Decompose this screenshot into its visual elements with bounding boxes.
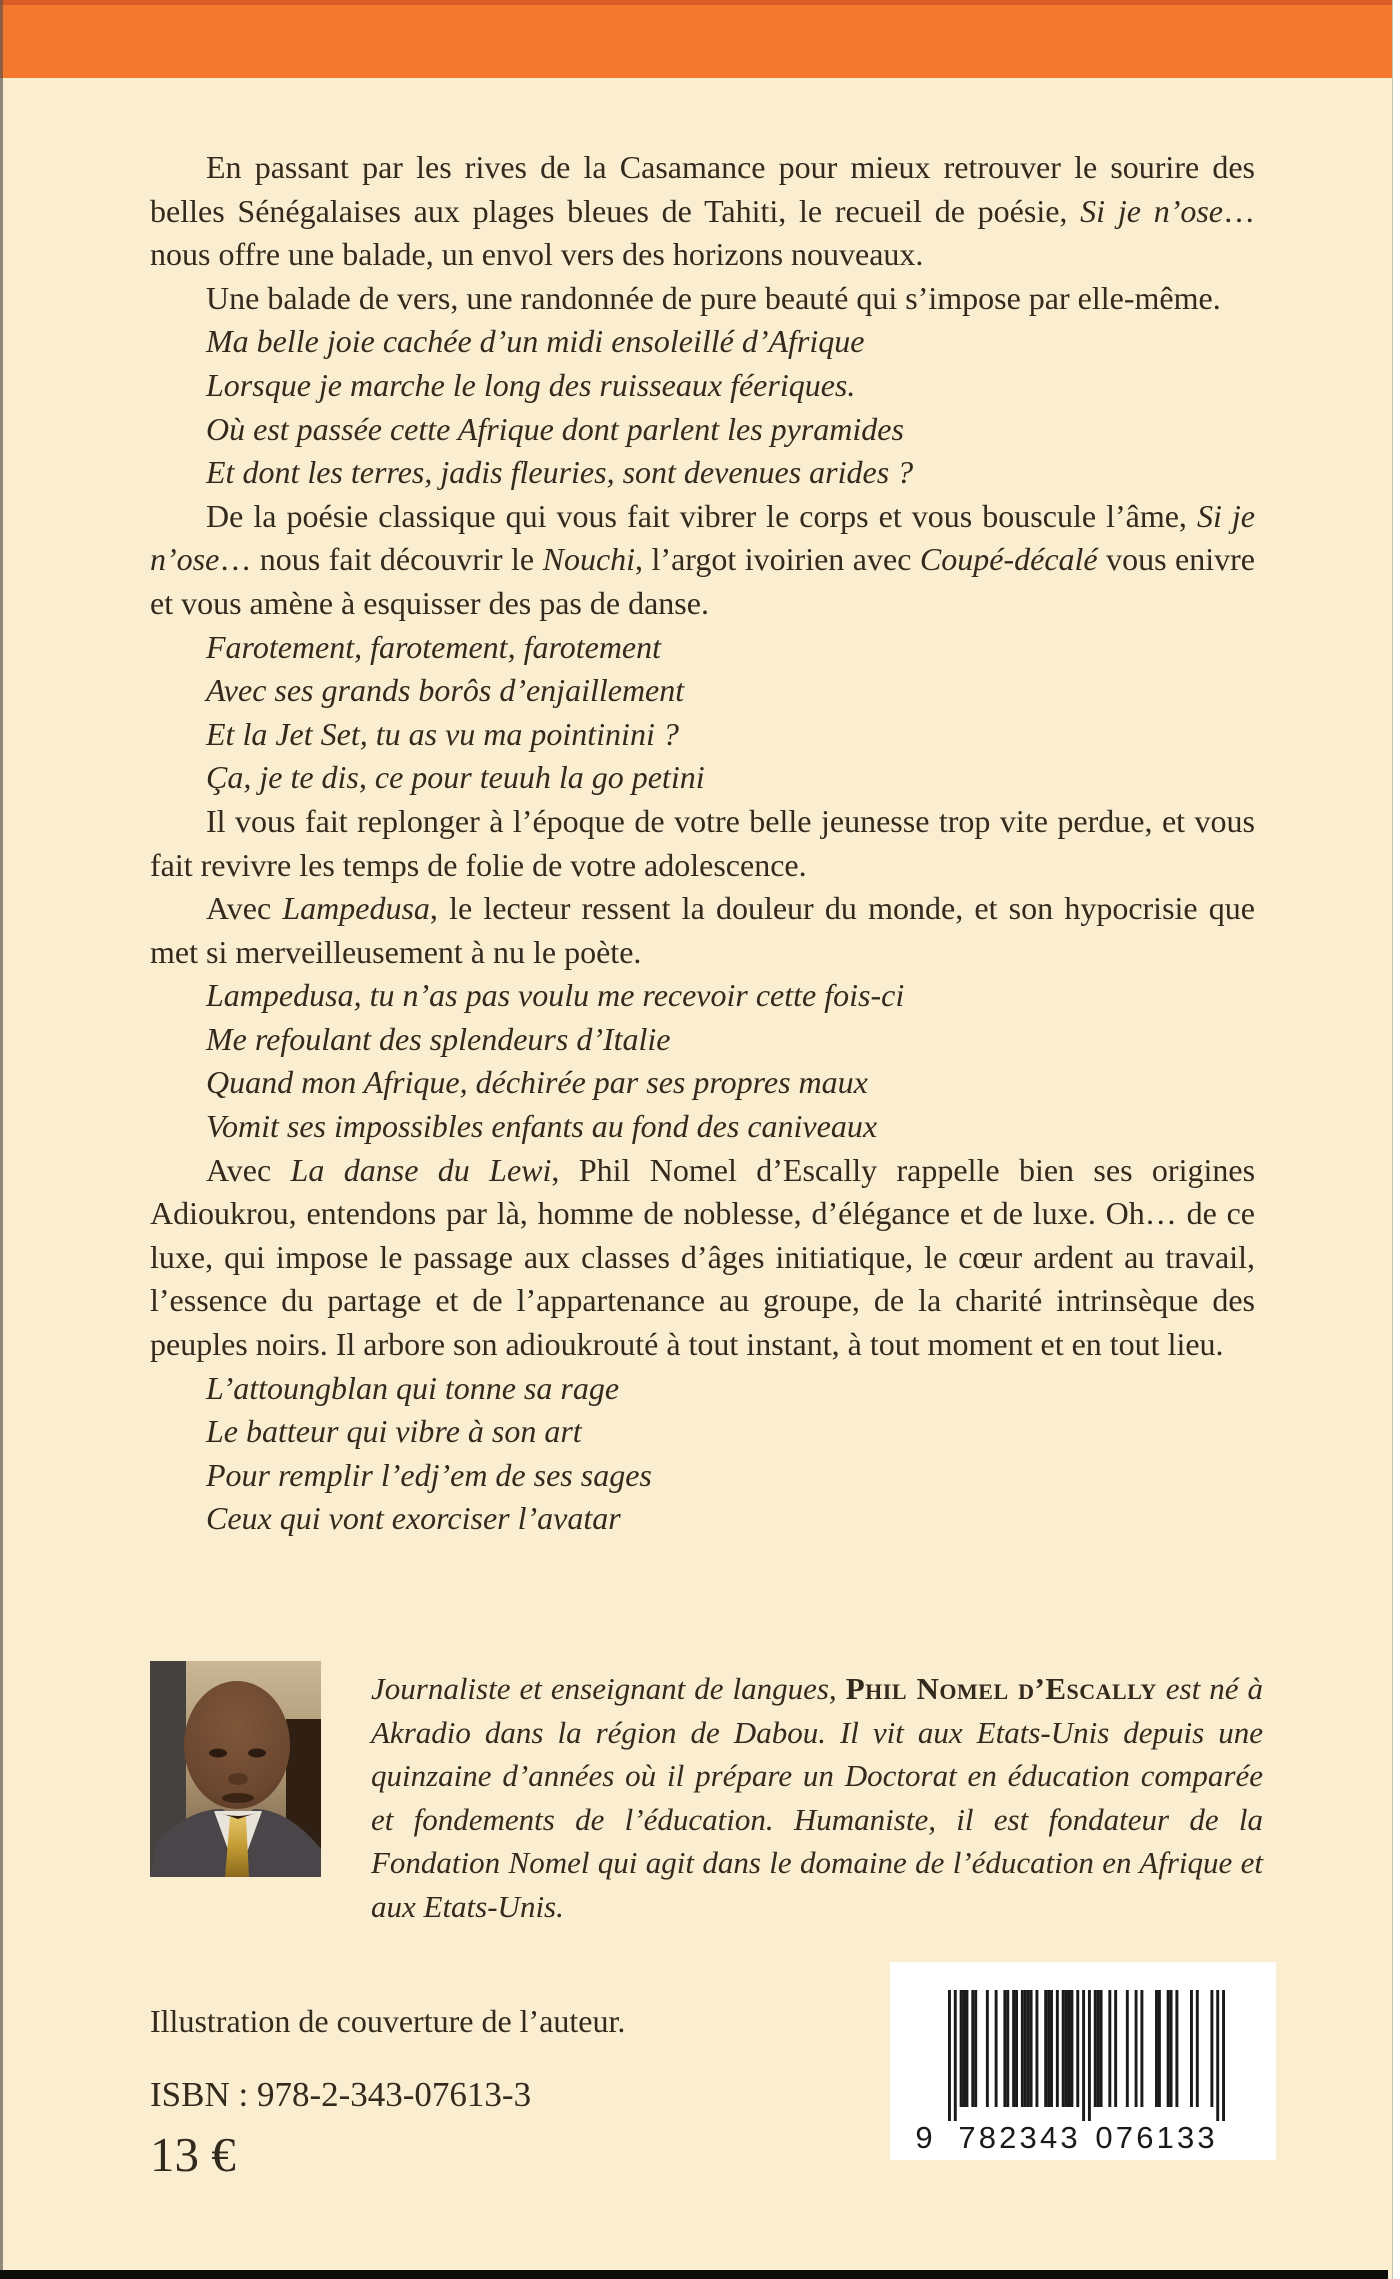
top-orange-band <box>0 0 1400 78</box>
barcode-bar <box>1094 1990 1097 2107</box>
paragraph <box>150 277 1255 321</box>
italic-run: Coupé-décalé <box>919 541 1098 578</box>
barcode-bar <box>960 1990 963 2107</box>
text-run: De la poésie classique qui vous fait vibrer le corps et vous bouscule l’âme, <box>206 497 1197 534</box>
barcode-bar <box>1140 1990 1143 2107</box>
barcode-bar <box>1100 1990 1103 2107</box>
barcode-bar <box>1158 1990 1161 2107</box>
barcode-digit: 7 <box>1115 2120 1134 2155</box>
italic-run: Si je n’ose <box>150 497 1256 578</box>
author-bio <box>371 1667 1263 1928</box>
paragraph <box>150 887 1255 974</box>
verse-line: Me refoulant des splendeurs d’Italie <box>206 1020 671 1057</box>
barcode-bar <box>1082 1990 1085 2121</box>
verse-line: Pour remplir l’edj’em de ses sages <box>206 1456 652 1493</box>
barcode-bar <box>1190 1990 1193 2107</box>
text-run: Avec <box>206 890 283 927</box>
barcode-bar <box>1076 1990 1079 2107</box>
barcode-bar <box>971 1990 974 2107</box>
price-label: 13 € <box>150 2127 236 2182</box>
barcode-panel <box>890 1962 1276 2160</box>
ean13-barcode <box>890 1962 1276 2160</box>
scan-edge-right <box>1392 0 1400 2279</box>
text-run: , Phil Nomel d’Escally rappelle bien ses origines Adioukrou, entendons par là, homme de noblesse, d’élégance et de luxe. Oh… de ce luxe, qui impose le passage aux classes d’âges initiatique, le cœur ardent au travail, l’essence du partage et de l’appartenance au groupe, de la charité intrinsèque des peuples noirs. Il arbore son adioukrouté à tout instant, à tout moment et en tout lieu. <box>150 1151 1256 1363</box>
text-run: Il vous fait replonger à l’époque de votre belle jeunesse trop vite perdue, et vous fait revivre les temps de folie de votre adolescence. <box>150 802 1255 883</box>
barcode-bar <box>1210 1990 1213 2107</box>
verse-line: Quand mon Afrique, déchirée par ses propres maux <box>206 1064 868 1101</box>
italic-run: Nouchi <box>542 541 636 578</box>
text-run: Une balade de vers, une randonnée de pure beauté qui s’impose par elle-même. <box>206 279 1221 316</box>
verse-line: Et dont les terres, jadis fleuries, sont devenues arides ? <box>206 454 914 491</box>
barcode-digit: 3 <box>1060 2120 1078 2155</box>
barcode-bar <box>995 1990 998 2107</box>
barcode-digit: 3 <box>1177 2120 1195 2155</box>
barcode-bar <box>974 1990 977 2107</box>
barcode-bar <box>1196 1990 1199 2107</box>
barcode-digit: 0 <box>1095 2120 1113 2155</box>
barcode-bar <box>1097 1990 1100 2107</box>
barcode-bar <box>1015 1990 1018 2107</box>
verse-line: L’attoungblan qui tonne sa rage <box>206 1369 620 1406</box>
verse-line: Ça, je te dis, ce pour teuuh la go petini <box>206 759 705 796</box>
barcode-bar <box>1222 1990 1225 2121</box>
barcode-bar <box>948 1990 951 2121</box>
barcode-bar <box>986 1990 989 2107</box>
text-run: , l’argot ivoirien avec <box>635 541 920 578</box>
barcode-bar <box>1167 1990 1170 2107</box>
paragraph <box>150 495 1255 626</box>
barcode-bar <box>1047 1990 1050 2107</box>
text-run: vous enivre et vous amène à esquisser des pas de danse. <box>150 541 1256 621</box>
isbn-label: ISBN : 978-2-343-07613-3 <box>150 2075 532 2114</box>
verse-line: Farotement, farotement, farotement <box>206 628 662 665</box>
verse-line: Ceux qui vont exorciser l’avatar <box>206 1500 621 1537</box>
barcode-bar <box>1050 1990 1053 2107</box>
barcode-digit: 9 <box>915 2120 933 2155</box>
text-run: … nous offre une balade, un envol vers des horizons nouveaux. <box>150 192 1255 273</box>
text-run: … nous fait découvrir le <box>219 541 543 578</box>
barcode-bar <box>1216 1990 1219 2121</box>
barcode-bar <box>965 1990 968 2107</box>
text-run: En passant par les rives de la Casamance pour mieux retrouver le sourire des belles Sénégalaises aux plages bleues de Tahiti, le recueil de poésie, <box>150 149 1255 229</box>
barcode-digit: 7 <box>958 2120 976 2155</box>
verse-line: Ma belle joie cachée d’un midi ensoleillé d’Afrique <box>206 323 865 360</box>
barcode-digit: 3 <box>1019 2120 1037 2155</box>
verse-line: Lampedusa, tu n’as pas voulu me recevoir cette fois-ci <box>206 977 905 1014</box>
verse-line: Lorsque je marche le long des ruisseaux féeriques. <box>206 366 856 403</box>
barcode-bar <box>1114 1990 1117 2107</box>
italic-run: La danse du Lewi <box>290 1151 552 1188</box>
paragraph <box>150 800 1255 887</box>
barcode-bar <box>1027 1990 1030 2107</box>
barcode-bar <box>1030 1990 1033 2107</box>
blurb-text <box>150 146 1255 1541</box>
barcode-bar <box>1012 1990 1015 2107</box>
verse-line: Et la Jet Set, tu as vu ma pointinini ? <box>206 715 679 752</box>
barcode-bar <box>1006 1990 1009 2107</box>
author-photo <box>150 1661 321 1877</box>
barcode-bar <box>963 1990 966 2107</box>
barcode-bar <box>1155 1990 1158 2107</box>
barcode-digit: 6 <box>1136 2120 1154 2155</box>
barcode-bar <box>1021 1990 1024 2107</box>
verse-line: Avec ses grands borôs d’enjaillement <box>206 672 685 709</box>
text-run: , le lecteur ressent la douleur du monde, et son hypocrisie que met si merveilleusement à nu le poète. <box>150 890 1256 970</box>
scan-edge-left <box>0 0 3 2279</box>
text-run: Avec <box>206 1151 291 1188</box>
barcode-bar <box>1056 1990 1059 2107</box>
author-name: Phil Nomel d’Escally <box>845 1671 1157 1706</box>
verse-line: Le batteur qui vibre à son art <box>206 1413 582 1450</box>
italic-run: Si je n’ose <box>1080 192 1223 229</box>
barcode-digit: 1 <box>1156 2120 1174 2155</box>
text-run: est né à Akradio dans la région de Dabou. Il vit aux Etats-Unis depuis une quinzaine d’années où il prépare un Doctorat en éducation comparée et fondements de l’éducation. Humaniste, il est fondateur de la Fondation Nomel qui agit dans le domaine de l’éducation en Afrique et aux Etats-Unis. <box>371 1671 1263 1924</box>
barcode-bar <box>1044 1990 1047 2107</box>
barcode-bar <box>1088 1990 1091 2121</box>
barcode-bar <box>1175 1990 1178 2107</box>
barcode-digit: 8 <box>978 2120 996 2155</box>
barcode-bar <box>1065 1990 1068 2107</box>
verse-line: Vomit ses impossibles enfants au fond des caniveaux <box>206 1108 878 1145</box>
barcode-bar <box>1126 1990 1129 2107</box>
barcode-bar <box>1062 1990 1065 2107</box>
barcode-bar <box>954 1990 957 2121</box>
barcode-bar <box>1068 1990 1071 2107</box>
barcode-bar <box>1135 1990 1138 2107</box>
barcode-bar <box>1024 1990 1027 2107</box>
barcode-bar <box>1070 1990 1073 2107</box>
illustration-credit: Illustration de couverture de l’auteur. <box>150 2003 626 2039</box>
barcode-bar <box>1003 1990 1006 2107</box>
barcode-digit: 4 <box>1039 2120 1058 2155</box>
paragraph <box>150 146 1255 277</box>
verse-line: Où est passée cette Afrique dont parlent les pyramides <box>206 410 904 447</box>
text-run: Journaliste et enseignant de langues, <box>371 1671 846 1706</box>
paragraph <box>150 1149 1255 1367</box>
barcode-bar <box>1035 1990 1038 2107</box>
author-portrait-graphic <box>150 1661 321 1877</box>
scan-edge-bottom <box>0 2270 1388 2279</box>
barcode-bar <box>1170 1990 1173 2107</box>
barcode-digit: 3 <box>1197 2120 1215 2155</box>
barcode-bar <box>1108 1990 1111 2107</box>
barcode-digit: 2 <box>999 2120 1017 2155</box>
italic-run: Lampedusa <box>282 890 430 927</box>
